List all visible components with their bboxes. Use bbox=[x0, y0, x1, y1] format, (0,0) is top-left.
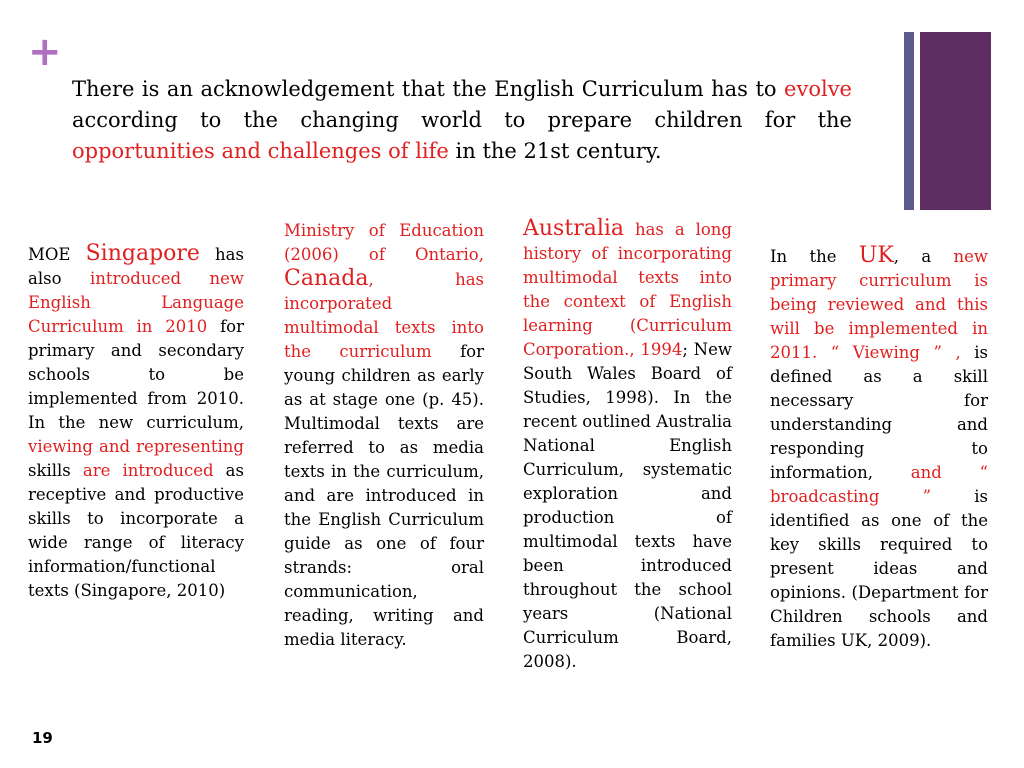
uk-text-1: In the bbox=[770, 247, 859, 266]
singapore-text-4: skills bbox=[28, 461, 83, 480]
singapore-text-1: MOE bbox=[28, 245, 86, 264]
intro-paragraph bbox=[72, 74, 852, 167]
decor-bar-thin bbox=[904, 32, 914, 210]
canada-highlight-1: Ministry of Education (2006) of Ontario, bbox=[284, 221, 484, 264]
canada-country: Canada bbox=[284, 266, 369, 291]
singapore-text-2: has also bbox=[28, 245, 244, 288]
singapore-highlight-3: are introduced bbox=[82, 461, 214, 480]
australia-column bbox=[523, 217, 732, 674]
uk-highlight-1: new primary curriculum is being reviewed and this will be implemented in 2011. “ Viewing ” , bbox=[770, 247, 989, 362]
intro-text-3: in the 21st century. bbox=[448, 139, 662, 163]
canada-highlight-2: , has incorporated multimodal texts into the curriculum bbox=[284, 270, 484, 361]
uk-text-4: is identified as one of the key skills required to present ideas and opinions. (Department for Children schools and families UK, 2009). bbox=[770, 487, 988, 650]
intro-highlight-evolve: evolve bbox=[784, 77, 852, 101]
singapore-highlight-1: introduced new English Language Curriculum in 2010 bbox=[28, 269, 245, 336]
uk-column bbox=[770, 244, 988, 653]
singapore-text-5: as receptive and productive skills to incorporate a wide range of literacy information/functional texts (Singapore, 2010) bbox=[28, 461, 244, 600]
canada-text-1: for young children as early as at stage one (p. 45). Multimodal texts are referred to as media texts in the curriculum, and are introduced in the English Curriculum guide as one of four strands: oral communication, reading, writing and media literacy. bbox=[284, 342, 484, 649]
uk-country: UK bbox=[858, 243, 894, 268]
uk-text-3: is defined as a skill necessary for understanding and responding to information, bbox=[770, 343, 988, 482]
australia-text-1: ; New South Wales Board of Studies, 1998). In the recent outlined Australia National English Curriculum, systematic exploration and production of multimodal texts have been introduced throughout the school years (National Curriculum Board, 2008). bbox=[523, 340, 732, 671]
plus-icon: + bbox=[28, 29, 62, 75]
singapore-country: Singapore bbox=[85, 241, 200, 266]
australia-highlight: has a long history of incorporating multimodal texts into the context of English learning (Curriculum Corporation., 1994 bbox=[523, 220, 732, 359]
canada-column bbox=[284, 219, 484, 652]
intro-text-2: according to the changing world to prepare children for the bbox=[72, 108, 852, 132]
singapore-highlight-2: viewing and representing bbox=[28, 437, 244, 456]
singapore-column bbox=[28, 242, 244, 603]
australia-country: Australia bbox=[523, 216, 625, 241]
decor-bar-thick bbox=[920, 32, 991, 210]
page-number: 19 bbox=[32, 729, 53, 747]
uk-text-2: , a bbox=[893, 247, 954, 266]
uk-highlight-2: and “ broadcasting ” bbox=[770, 463, 988, 506]
intro-text-1: There is an acknowledgement that the English Curriculum has to bbox=[72, 77, 785, 101]
intro-highlight-opportunities: opportunities and challenges of life bbox=[72, 139, 449, 163]
singapore-text-3: for primary and secondary schools to be implemented from 2010. In the new curriculum, bbox=[28, 317, 244, 432]
